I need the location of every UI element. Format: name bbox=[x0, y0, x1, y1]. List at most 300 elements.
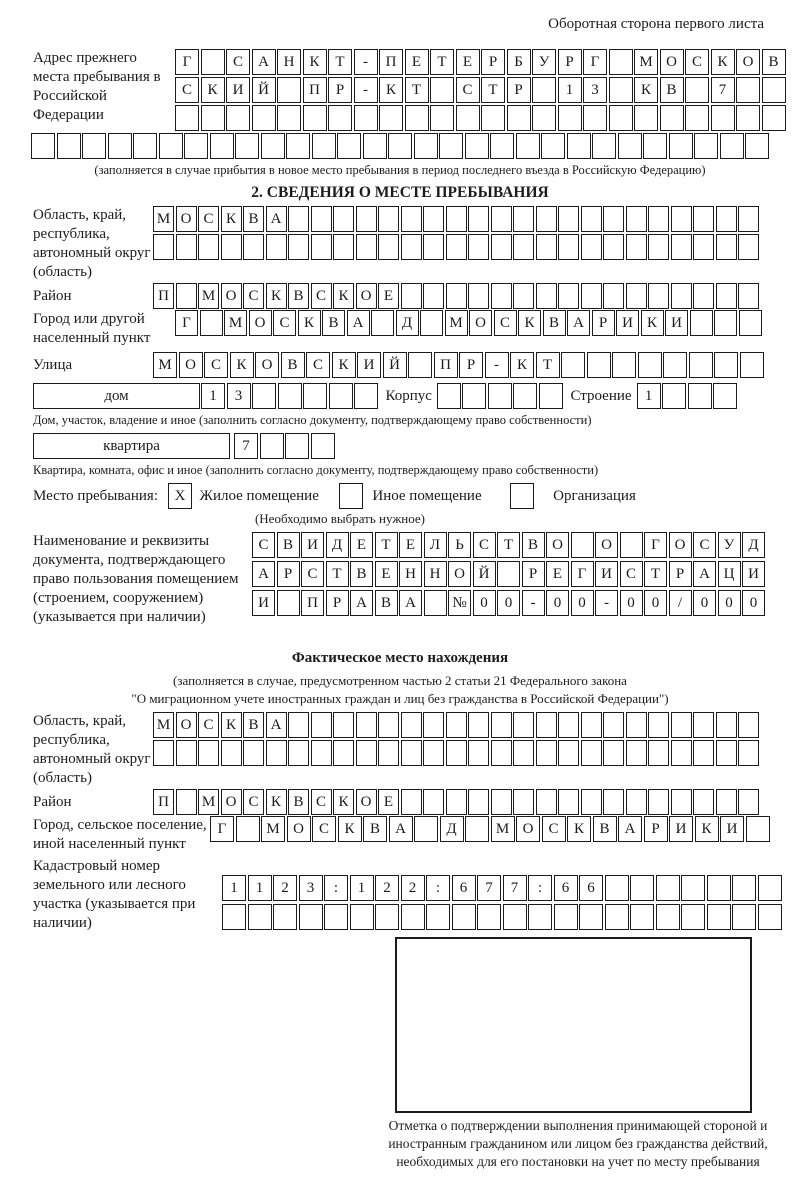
char-box[interactable]: И bbox=[616, 310, 639, 336]
char-box[interactable]: Й bbox=[383, 352, 407, 378]
char-box-empty[interactable] bbox=[468, 740, 489, 766]
char-box[interactable]: Р bbox=[507, 77, 531, 103]
char-box-empty[interactable] bbox=[688, 383, 712, 409]
char-box-empty[interactable] bbox=[401, 740, 422, 766]
char-box[interactable]: Т bbox=[481, 77, 505, 103]
char-box-empty[interactable] bbox=[153, 740, 174, 766]
char-box[interactable]: 0 bbox=[693, 590, 716, 616]
char-box[interactable]: Н bbox=[277, 49, 301, 75]
char-box-empty[interactable] bbox=[716, 234, 737, 260]
char-box-empty[interactable] bbox=[337, 133, 361, 159]
char-box-empty[interactable] bbox=[630, 904, 654, 930]
char-box[interactable]: В bbox=[375, 590, 398, 616]
char-box-empty[interactable] bbox=[558, 234, 579, 260]
char-box[interactable]: К bbox=[303, 49, 327, 75]
char-box-empty[interactable] bbox=[626, 234, 647, 260]
char-box-empty[interactable] bbox=[603, 234, 624, 260]
char-box-empty[interactable] bbox=[288, 234, 309, 260]
char-box-empty[interactable] bbox=[468, 234, 489, 260]
char-box[interactable]: 0 bbox=[718, 590, 741, 616]
char-box[interactable]: 0 bbox=[473, 590, 496, 616]
char-box[interactable]: О bbox=[249, 310, 272, 336]
char-box[interactable]: Р bbox=[592, 310, 615, 336]
char-box-empty[interactable] bbox=[648, 234, 669, 260]
char-box-empty[interactable] bbox=[311, 234, 332, 260]
char-box[interactable]: В bbox=[350, 561, 373, 587]
char-box[interactable]: О bbox=[356, 789, 377, 815]
char-box-empty[interactable] bbox=[671, 234, 692, 260]
char-box[interactable]: С bbox=[226, 49, 250, 75]
char-box[interactable]: О bbox=[546, 532, 569, 558]
char-box[interactable]: А bbox=[266, 206, 287, 232]
char-box-empty[interactable] bbox=[378, 206, 399, 232]
char-box-empty[interactable] bbox=[762, 77, 786, 103]
char-box-empty[interactable] bbox=[159, 133, 183, 159]
char-box-empty[interactable] bbox=[539, 383, 563, 409]
char-box[interactable]: У bbox=[718, 532, 741, 558]
char-box-empty[interactable] bbox=[693, 712, 714, 738]
char-box-empty[interactable] bbox=[356, 712, 377, 738]
char-box-empty[interactable] bbox=[714, 310, 737, 336]
char-box-empty[interactable] bbox=[401, 234, 422, 260]
char-box[interactable]: О bbox=[516, 816, 540, 842]
char-box-empty[interactable] bbox=[648, 740, 669, 766]
char-box[interactable]: Т bbox=[405, 77, 429, 103]
char-box[interactable]: И bbox=[301, 532, 324, 558]
char-box-empty[interactable] bbox=[660, 105, 684, 131]
char-box-empty[interactable] bbox=[491, 283, 512, 309]
char-box-empty[interactable] bbox=[248, 904, 272, 930]
char-box-empty[interactable] bbox=[536, 789, 557, 815]
char-box-empty[interactable] bbox=[656, 904, 680, 930]
char-box[interactable]: М bbox=[198, 789, 219, 815]
char-box-empty[interactable] bbox=[243, 234, 264, 260]
char-box-empty[interactable] bbox=[408, 352, 432, 378]
char-box-empty[interactable] bbox=[312, 133, 336, 159]
char-box[interactable]: М bbox=[153, 206, 174, 232]
char-box-empty[interactable] bbox=[333, 234, 354, 260]
char-box-empty[interactable] bbox=[235, 133, 259, 159]
char-box[interactable]: Е bbox=[405, 49, 429, 75]
char-box[interactable]: 3 bbox=[299, 875, 323, 901]
char-box-empty[interactable] bbox=[303, 383, 327, 409]
char-box-empty[interactable] bbox=[513, 789, 534, 815]
char-box-empty[interactable] bbox=[329, 383, 353, 409]
char-box-empty[interactable] bbox=[579, 904, 603, 930]
char-box-empty[interactable] bbox=[648, 206, 669, 232]
char-box[interactable]: Р bbox=[459, 352, 483, 378]
char-box-empty[interactable] bbox=[324, 904, 348, 930]
char-box-empty[interactable] bbox=[711, 105, 735, 131]
char-box[interactable]: Р bbox=[328, 77, 352, 103]
char-box[interactable]: Р bbox=[669, 561, 692, 587]
char-box-empty[interactable] bbox=[446, 206, 467, 232]
char-box-empty[interactable] bbox=[354, 105, 378, 131]
char-box-empty[interactable] bbox=[716, 789, 737, 815]
char-box[interactable]: А bbox=[252, 49, 276, 75]
char-box[interactable]: 1 bbox=[558, 77, 582, 103]
char-box[interactable]: 3 bbox=[583, 77, 607, 103]
char-box-empty[interactable] bbox=[378, 740, 399, 766]
char-box[interactable]: Б bbox=[507, 49, 531, 75]
char-box-empty[interactable] bbox=[252, 105, 276, 131]
char-box-empty[interactable] bbox=[561, 352, 585, 378]
char-box-empty[interactable] bbox=[762, 105, 786, 131]
char-box-empty[interactable] bbox=[285, 433, 309, 459]
char-box-empty[interactable] bbox=[288, 712, 309, 738]
char-box-empty[interactable] bbox=[423, 740, 444, 766]
char-box[interactable]: 7 bbox=[711, 77, 735, 103]
char-box-empty[interactable] bbox=[82, 133, 106, 159]
stay-type-checkbox-organization[interactable] bbox=[510, 483, 534, 509]
char-box-empty[interactable] bbox=[430, 77, 454, 103]
char-box[interactable]: О bbox=[221, 789, 242, 815]
char-box[interactable]: М bbox=[198, 283, 219, 309]
char-box[interactable]: Г bbox=[175, 49, 199, 75]
char-box-empty[interactable] bbox=[423, 789, 444, 815]
char-box-empty[interactable] bbox=[200, 310, 223, 336]
char-box[interactable]: О bbox=[255, 352, 279, 378]
char-box[interactable]: А bbox=[389, 816, 413, 842]
char-box-empty[interactable] bbox=[452, 904, 476, 930]
char-box[interactable]: С bbox=[243, 789, 264, 815]
char-box-empty[interactable] bbox=[609, 77, 633, 103]
char-box-empty[interactable] bbox=[243, 740, 264, 766]
char-box[interactable]: № bbox=[448, 590, 471, 616]
char-box[interactable]: К bbox=[266, 283, 287, 309]
char-box-empty[interactable] bbox=[620, 532, 643, 558]
char-box[interactable]: П bbox=[301, 590, 324, 616]
char-box-empty[interactable] bbox=[221, 234, 242, 260]
char-box-empty[interactable] bbox=[108, 133, 132, 159]
char-box-empty[interactable] bbox=[491, 712, 512, 738]
char-box[interactable]: В bbox=[243, 206, 264, 232]
char-box-empty[interactable] bbox=[532, 105, 556, 131]
char-box-empty[interactable] bbox=[581, 789, 602, 815]
char-box-empty[interactable] bbox=[536, 206, 557, 232]
char-box-empty[interactable] bbox=[176, 740, 197, 766]
char-box[interactable]: Р bbox=[326, 590, 349, 616]
char-box-empty[interactable] bbox=[423, 712, 444, 738]
char-box-empty[interactable] bbox=[558, 789, 579, 815]
char-box-empty[interactable] bbox=[260, 433, 284, 459]
char-box-empty[interactable] bbox=[634, 105, 658, 131]
char-box[interactable]: 0 bbox=[571, 590, 594, 616]
char-box-empty[interactable] bbox=[420, 310, 443, 336]
char-box-empty[interactable] bbox=[175, 105, 199, 131]
char-box-empty[interactable] bbox=[277, 105, 301, 131]
char-box[interactable]: Р bbox=[558, 49, 582, 75]
char-box-empty[interactable] bbox=[581, 206, 602, 232]
char-box-empty[interactable] bbox=[378, 712, 399, 738]
char-box[interactable]: О bbox=[469, 310, 492, 336]
char-box-empty[interactable] bbox=[513, 283, 534, 309]
char-box-empty[interactable] bbox=[690, 310, 713, 336]
char-box[interactable]: М bbox=[224, 310, 247, 336]
char-box[interactable]: К bbox=[201, 77, 225, 103]
char-box[interactable]: Д bbox=[742, 532, 765, 558]
char-box[interactable]: П bbox=[303, 77, 327, 103]
char-box-empty[interactable] bbox=[689, 352, 713, 378]
char-box-empty[interactable] bbox=[528, 904, 552, 930]
char-box[interactable]: 0 bbox=[742, 590, 765, 616]
char-box-empty[interactable] bbox=[612, 352, 636, 378]
char-box[interactable]: : bbox=[324, 875, 348, 901]
char-box[interactable]: 1 bbox=[248, 875, 272, 901]
char-box[interactable]: И bbox=[252, 590, 275, 616]
char-box-empty[interactable] bbox=[426, 904, 450, 930]
char-box[interactable]: В bbox=[543, 310, 566, 336]
char-box-empty[interactable] bbox=[516, 133, 540, 159]
char-box[interactable]: 6 bbox=[452, 875, 476, 901]
char-box-empty[interactable] bbox=[513, 206, 534, 232]
char-box-empty[interactable] bbox=[536, 712, 557, 738]
char-box[interactable]: П bbox=[379, 49, 403, 75]
char-box-empty[interactable] bbox=[685, 77, 709, 103]
char-box-empty[interactable] bbox=[401, 712, 422, 738]
char-box[interactable]: О bbox=[287, 816, 311, 842]
char-box[interactable]: С bbox=[301, 561, 324, 587]
char-box[interactable]: : bbox=[528, 875, 552, 901]
char-box[interactable]: 2 bbox=[273, 875, 297, 901]
char-box-empty[interactable] bbox=[153, 234, 174, 260]
char-box[interactable]: К bbox=[695, 816, 719, 842]
char-box[interactable]: 0 bbox=[644, 590, 667, 616]
char-box-empty[interactable] bbox=[423, 283, 444, 309]
char-box-empty[interactable] bbox=[630, 875, 654, 901]
char-box[interactable]: С bbox=[311, 283, 332, 309]
char-box-empty[interactable] bbox=[513, 383, 537, 409]
char-box[interactable]: И bbox=[665, 310, 688, 336]
char-box[interactable]: Р bbox=[644, 816, 668, 842]
char-box-empty[interactable] bbox=[176, 283, 197, 309]
char-box[interactable]: В bbox=[243, 712, 264, 738]
char-box-empty[interactable] bbox=[716, 206, 737, 232]
char-box[interactable]: Е bbox=[350, 532, 373, 558]
char-box[interactable]: К bbox=[332, 352, 356, 378]
char-box-empty[interactable] bbox=[603, 206, 624, 232]
char-box[interactable]: Т bbox=[536, 352, 560, 378]
char-box-empty[interactable] bbox=[354, 383, 378, 409]
char-box[interactable]: С bbox=[312, 816, 336, 842]
char-box[interactable]: - bbox=[595, 590, 618, 616]
char-box[interactable]: К bbox=[518, 310, 541, 336]
char-box-empty[interactable] bbox=[236, 816, 260, 842]
char-box-empty[interactable] bbox=[648, 789, 669, 815]
char-box[interactable]: В bbox=[277, 532, 300, 558]
char-box[interactable]: Т bbox=[644, 561, 667, 587]
char-box-empty[interactable] bbox=[738, 206, 759, 232]
char-box-empty[interactable] bbox=[558, 712, 579, 738]
char-box-empty[interactable] bbox=[401, 904, 425, 930]
char-box[interactable]: О bbox=[356, 283, 377, 309]
char-box-empty[interactable] bbox=[266, 740, 287, 766]
char-box[interactable]: Ь bbox=[448, 532, 471, 558]
char-box[interactable]: М bbox=[634, 49, 658, 75]
char-box-empty[interactable] bbox=[278, 383, 302, 409]
char-box-empty[interactable] bbox=[626, 740, 647, 766]
char-box-empty[interactable] bbox=[643, 133, 667, 159]
char-box-empty[interactable] bbox=[581, 712, 602, 738]
char-box[interactable]: / bbox=[669, 590, 692, 616]
char-box[interactable]: Р bbox=[277, 561, 300, 587]
char-box-empty[interactable] bbox=[558, 206, 579, 232]
char-box-empty[interactable] bbox=[288, 206, 309, 232]
char-box-empty[interactable] bbox=[446, 789, 467, 815]
char-box-empty[interactable] bbox=[350, 904, 374, 930]
char-box-empty[interactable] bbox=[210, 133, 234, 159]
char-box-empty[interactable] bbox=[333, 712, 354, 738]
char-box-empty[interactable] bbox=[603, 740, 624, 766]
char-box[interactable]: С bbox=[252, 532, 275, 558]
char-box-empty[interactable] bbox=[468, 712, 489, 738]
char-box-empty[interactable] bbox=[401, 206, 422, 232]
char-box[interactable]: К bbox=[333, 789, 354, 815]
char-box-empty[interactable] bbox=[738, 789, 759, 815]
char-box[interactable]: - bbox=[354, 49, 378, 75]
char-box-empty[interactable] bbox=[739, 310, 762, 336]
char-box-empty[interactable] bbox=[693, 283, 714, 309]
char-box[interactable]: В bbox=[363, 816, 387, 842]
char-box[interactable]: Т bbox=[326, 561, 349, 587]
char-box[interactable]: А bbox=[252, 561, 275, 587]
char-box[interactable]: Г bbox=[571, 561, 594, 587]
char-box-empty[interactable] bbox=[663, 352, 687, 378]
char-box-empty[interactable] bbox=[541, 133, 565, 159]
char-box-empty[interactable] bbox=[491, 789, 512, 815]
char-box-empty[interactable] bbox=[221, 740, 242, 766]
char-box-empty[interactable] bbox=[446, 283, 467, 309]
char-box-empty[interactable] bbox=[693, 789, 714, 815]
char-box-empty[interactable] bbox=[176, 234, 197, 260]
char-box-empty[interactable] bbox=[513, 740, 534, 766]
char-box-empty[interactable] bbox=[736, 105, 760, 131]
stay-type-checkbox-residential[interactable]: X bbox=[168, 483, 192, 509]
char-box[interactable]: И bbox=[720, 816, 744, 842]
char-box-empty[interactable] bbox=[371, 310, 394, 336]
char-box-empty[interactable] bbox=[732, 875, 756, 901]
char-box[interactable]: С bbox=[311, 789, 332, 815]
char-box-empty[interactable] bbox=[198, 234, 219, 260]
char-box[interactable]: К bbox=[711, 49, 735, 75]
char-box[interactable]: Г bbox=[644, 532, 667, 558]
char-box[interactable]: О bbox=[669, 532, 692, 558]
char-box-empty[interactable] bbox=[626, 712, 647, 738]
char-box[interactable]: С bbox=[175, 77, 199, 103]
char-box-empty[interactable] bbox=[513, 234, 534, 260]
char-box[interactable]: В bbox=[593, 816, 617, 842]
char-box[interactable]: К bbox=[266, 789, 287, 815]
char-box[interactable]: Е bbox=[378, 283, 399, 309]
char-box-empty[interactable] bbox=[567, 133, 591, 159]
char-box-empty[interactable] bbox=[299, 904, 323, 930]
char-box-empty[interactable] bbox=[716, 283, 737, 309]
char-box-empty[interactable] bbox=[477, 904, 501, 930]
char-box-empty[interactable] bbox=[328, 105, 352, 131]
char-box-empty[interactable] bbox=[446, 712, 467, 738]
char-box-empty[interactable] bbox=[513, 712, 534, 738]
char-box-empty[interactable] bbox=[401, 283, 422, 309]
char-box[interactable]: М bbox=[261, 816, 285, 842]
char-box[interactable]: В bbox=[660, 77, 684, 103]
char-box-empty[interactable] bbox=[497, 561, 520, 587]
char-box-empty[interactable] bbox=[57, 133, 81, 159]
char-box-empty[interactable] bbox=[491, 234, 512, 260]
char-box-empty[interactable] bbox=[740, 352, 764, 378]
char-box-empty[interactable] bbox=[133, 133, 157, 159]
char-box-empty[interactable] bbox=[201, 49, 225, 75]
char-box-empty[interactable] bbox=[401, 789, 422, 815]
char-box-empty[interactable] bbox=[536, 740, 557, 766]
char-box-empty[interactable] bbox=[462, 383, 486, 409]
char-box[interactable]: О bbox=[448, 561, 471, 587]
char-box[interactable]: 7 bbox=[477, 875, 501, 901]
char-box-empty[interactable] bbox=[356, 740, 377, 766]
char-box-empty[interactable] bbox=[681, 904, 705, 930]
char-box[interactable]: 1 bbox=[201, 383, 225, 409]
char-box[interactable]: С bbox=[542, 816, 566, 842]
char-box[interactable]: - bbox=[522, 590, 545, 616]
char-box[interactable]: Е bbox=[456, 49, 480, 75]
char-box-empty[interactable] bbox=[356, 206, 377, 232]
char-box[interactable]: М bbox=[445, 310, 468, 336]
char-box-empty[interactable] bbox=[468, 283, 489, 309]
char-box[interactable]: : bbox=[426, 875, 450, 901]
char-box-empty[interactable] bbox=[714, 352, 738, 378]
char-box[interactable]: 3 bbox=[227, 383, 251, 409]
char-box[interactable]: С bbox=[693, 532, 716, 558]
char-box[interactable]: И bbox=[595, 561, 618, 587]
char-box-empty[interactable] bbox=[379, 105, 403, 131]
char-box[interactable]: В bbox=[322, 310, 345, 336]
char-box[interactable]: 0 bbox=[546, 590, 569, 616]
char-box[interactable]: В bbox=[288, 789, 309, 815]
char-box-empty[interactable] bbox=[583, 105, 607, 131]
char-box-empty[interactable] bbox=[311, 433, 335, 459]
char-box[interactable]: С bbox=[243, 283, 264, 309]
char-box[interactable]: В bbox=[281, 352, 305, 378]
char-box[interactable]: А bbox=[618, 816, 642, 842]
char-box-empty[interactable] bbox=[738, 740, 759, 766]
char-box-empty[interactable] bbox=[481, 105, 505, 131]
char-box[interactable]: - bbox=[354, 77, 378, 103]
char-box-empty[interactable] bbox=[311, 712, 332, 738]
char-box[interactable]: К bbox=[221, 712, 242, 738]
char-box[interactable]: П bbox=[153, 283, 174, 309]
char-box[interactable]: А bbox=[693, 561, 716, 587]
char-box[interactable]: 1 bbox=[350, 875, 374, 901]
char-box[interactable]: 6 bbox=[579, 875, 603, 901]
char-box-empty[interactable] bbox=[707, 904, 731, 930]
char-box-empty[interactable] bbox=[286, 133, 310, 159]
char-box-empty[interactable] bbox=[261, 133, 285, 159]
char-box-empty[interactable] bbox=[414, 816, 438, 842]
char-box[interactable]: Д bbox=[440, 816, 464, 842]
char-box[interactable]: Т bbox=[430, 49, 454, 75]
char-box[interactable]: С bbox=[685, 49, 709, 75]
char-box-empty[interactable] bbox=[558, 105, 582, 131]
char-box-empty[interactable] bbox=[648, 712, 669, 738]
char-box[interactable]: 7 bbox=[503, 875, 527, 901]
char-box[interactable]: О bbox=[176, 206, 197, 232]
char-box[interactable]: М bbox=[153, 352, 177, 378]
char-box[interactable]: П bbox=[153, 789, 174, 815]
char-box-empty[interactable] bbox=[490, 133, 514, 159]
char-box-empty[interactable] bbox=[252, 383, 276, 409]
char-box[interactable]: У bbox=[532, 49, 556, 75]
char-box[interactable]: К bbox=[298, 310, 321, 336]
char-box-empty[interactable] bbox=[277, 590, 300, 616]
